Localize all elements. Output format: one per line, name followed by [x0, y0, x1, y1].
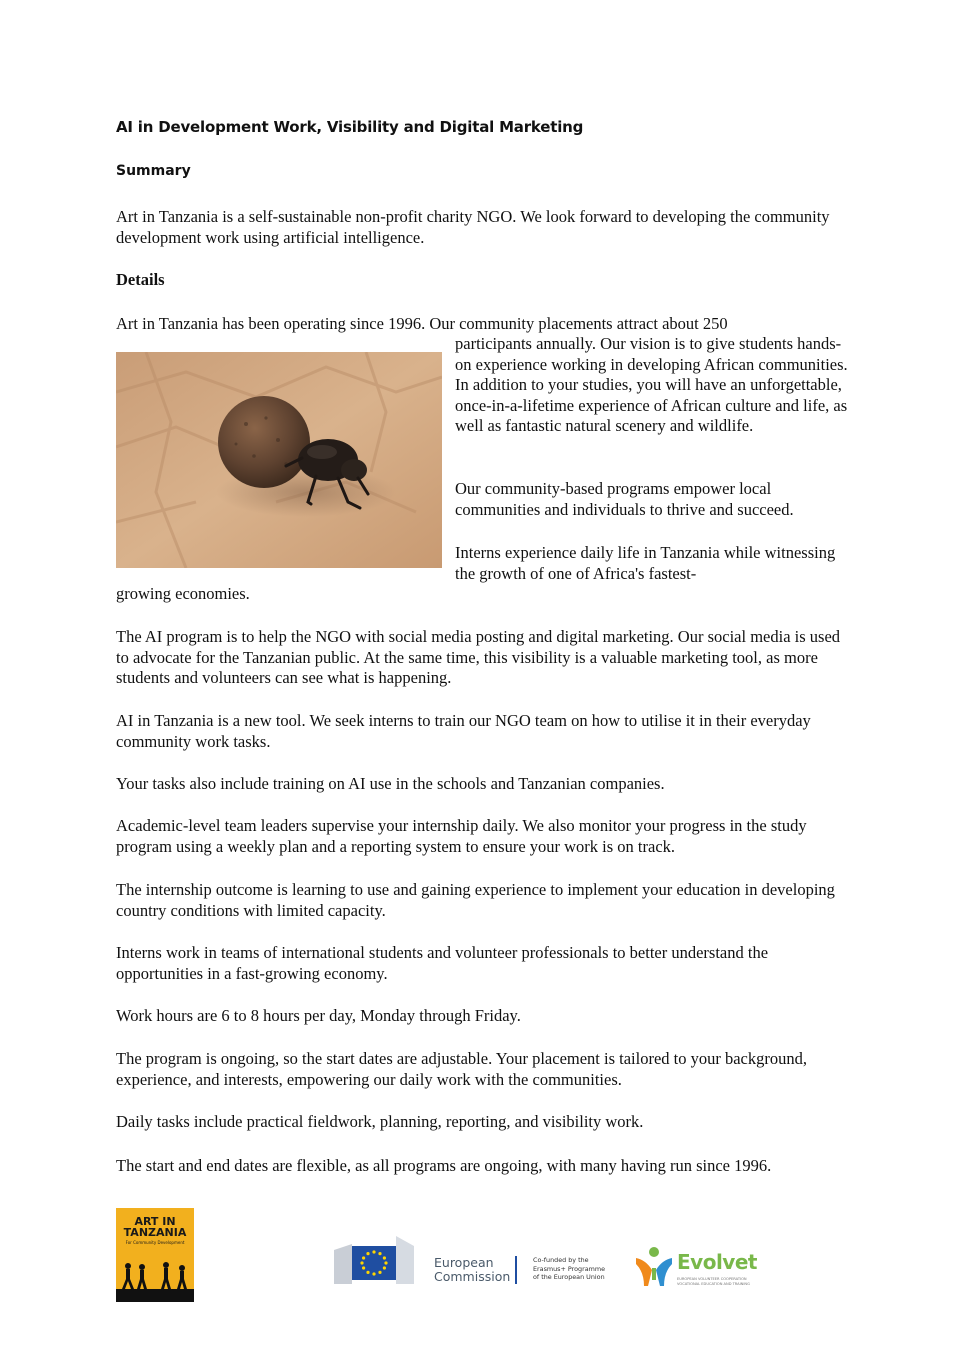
details-float-paragraph-1: participants annually. Our vision is to give students hands-on experience working in developing African communities. In addition to your studies, you will have an unforgettable, once-in-a-lifetime experience of African culture and life, as well as fantastic natural scenery and wildlife.: [455, 334, 848, 435]
ait-logo-line2: TANZANIA: [123, 1226, 187, 1239]
body-paragraph: Work hours are 6 to 8 hours per day, Monday through Friday.: [116, 1006, 521, 1025]
art-in-tanzania-logo: [116, 1208, 194, 1302]
eu-separator: [515, 1256, 517, 1284]
body-paragraph: The start and end dates are flexible, as all programs are ongoing, with many having run since 1996.: [116, 1156, 772, 1175]
cofund-line2: Erasmus+ Programme: [533, 1264, 606, 1273]
body-paragraph: AI in Tanzania is a new tool. We seek interns to train our NGO team on how to utilise it in their everyday community work tasks.: [116, 711, 811, 751]
evolvet-figure-icon: [632, 1246, 676, 1290]
details-intro-line: Art in Tanzania has been operating since 1996. Our community placements attract about 250: [116, 314, 728, 333]
details-float-paragraph-2: Our community-based programs empower local communities and individuals to thrive and succeed.: [455, 479, 794, 519]
body-paragraph: Academic-level team leaders supervise your internship daily. We also monitor your progress in the study program using a weekly plan and a reporting system to ensure your work is on track.: [116, 816, 807, 856]
ait-logo-tagline: For Community Development: [125, 1240, 185, 1245]
evolvet-name: Evolvet: [677, 1250, 757, 1274]
body-paragraph: The internship outcome is learning to use and gaining experience to implement your education in developing country conditions with limited capacity.: [116, 880, 835, 920]
ait-logo-line1: ART IN: [134, 1215, 176, 1228]
people-silhouettes-icon: [116, 1260, 194, 1290]
details-heading: Details: [116, 270, 165, 289]
erasmus-cofunding-label: [533, 1256, 605, 1282]
cofund-line1: Co-funded by the: [533, 1256, 589, 1264]
european-commission-label: [434, 1256, 510, 1284]
summary-heading: Summary: [116, 163, 191, 179]
eu-line1: European: [434, 1255, 494, 1270]
body-paragraph: The program is ongoing, so the start dates are adjustable. Your placement is tailored to your background, experience, and interests, empowering our daily work with the communities.: [116, 1049, 808, 1089]
details-float-paragraph-3: Interns experience daily life in Tanzania while witnessing the growth of one of Africa's fastest-: [455, 543, 836, 583]
eu-cofunding-logo: [334, 1236, 624, 1292]
document-title: AI in Development Work, Visibility and Digital Marketing: [116, 118, 584, 136]
body-paragraph: The AI program is to help the NGO with social media posting and digital marketing. Our social media is used to advocate for the Tanzanian public. At the same time, this visibility is a valuable marketing tool, as more students and volunteers can see what is happening.: [116, 627, 841, 687]
eu-line2: Commission: [434, 1269, 511, 1284]
evolvet-tagline: EUROPEAN VOLUNTEER COOPERATION VOCATIONAL EDUCATION AND TRAINING: [677, 1277, 750, 1286]
ait-logo-bottom-strip: [116, 1289, 194, 1302]
dung-beetle-photo: [116, 352, 442, 568]
details-float-paragraph-3-continued: growing economies.: [116, 584, 250, 603]
body-paragraph: Your tasks also include training on AI use in the schools and Tanzanian companies.: [116, 774, 665, 793]
summary-paragraph: Art in Tanzania is a self-sustainable non-profit charity NGO. We look forward to developing the community development work using artificial intelligence.: [116, 207, 830, 247]
european-commission-emblem-icon: [334, 1236, 434, 1292]
body-paragraph: Interns work in teams of international students and volunteer professionals to better understand the opportunities in a fast-growing economy.: [116, 943, 769, 983]
evolvet-logo: [632, 1240, 762, 1296]
body-paragraph: Daily tasks include practical fieldwork, planning, reporting, and visibility work.: [116, 1112, 644, 1131]
cofund-line3: of the European Union: [533, 1273, 605, 1281]
